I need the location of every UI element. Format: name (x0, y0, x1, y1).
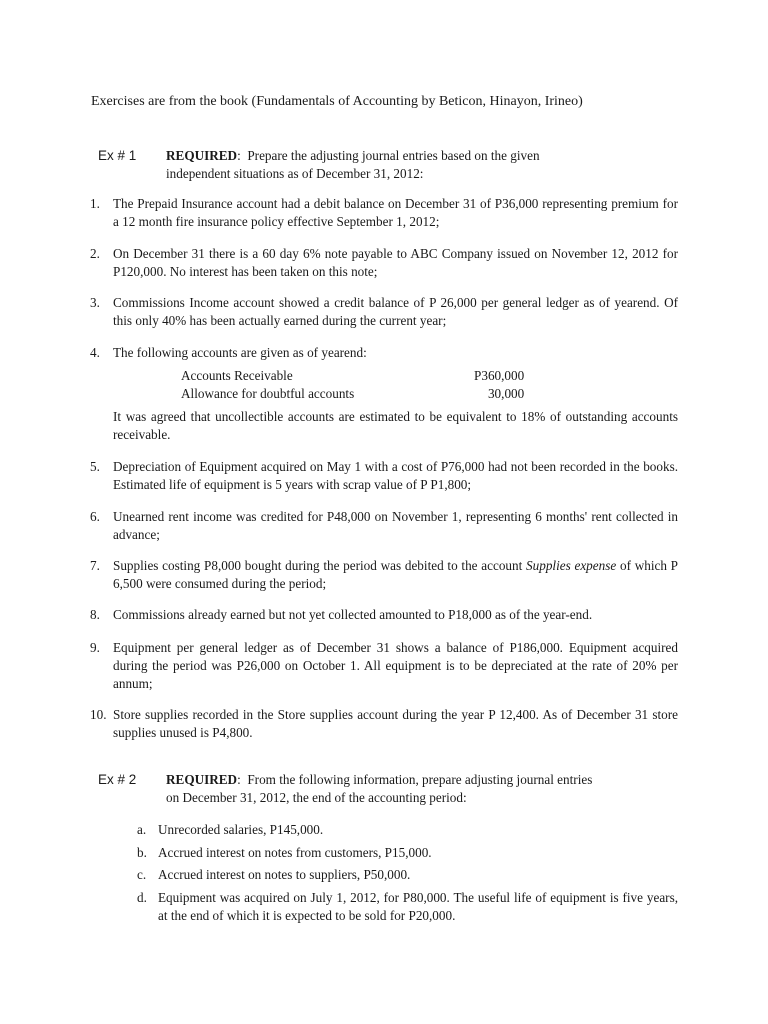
item-number: 8. (90, 607, 100, 622)
list-item (90, 458, 678, 494)
item-text: Depreciation of Equipment acquired on May 1 with a cost of P76,000 had not been recorded in the books. Estimated life of equipment is 5 years with scrap value of P P1,800; (113, 459, 678, 492)
item-text: Commissions already earned but not yet collected amounted to P18,000 as of the year-end. (113, 607, 593, 622)
item-text: The Prepaid Insurance account had a debit balance on December 31 of P36,000 representing premium for a 12 month fire insurance policy effective September 1, 2012; (113, 196, 678, 229)
list-item (90, 294, 678, 330)
list-item (90, 557, 678, 593)
list-item (90, 706, 678, 742)
exercise-1-label: Ex # 1 (98, 148, 137, 163)
item-text: Accrued interest on notes to suppliers, P50,000. (158, 867, 411, 882)
list-item (90, 344, 678, 362)
item-letter: d. (137, 890, 147, 905)
item-number: 9. (90, 640, 100, 655)
list-item (90, 508, 678, 544)
item-text: Equipment per general ledger as of December 31 shows a balance of P186,000. Equipment acquired during the period was P26,000 on October 1. All equipment is to be depreciated at the rate of 20% per annum; (113, 640, 678, 691)
item-letter: b. (137, 845, 147, 860)
list-item (90, 639, 678, 693)
item-text-part: of which P 6,500 were consumed during the period; (113, 558, 679, 591)
item-text: Unrecorded salaries, P145,000. (158, 822, 324, 837)
item-text-part: Supplies costing P8,000 bought during the period was debited to the account (113, 558, 523, 573)
table-row (181, 367, 524, 385)
item-number: 10. (90, 707, 107, 722)
required-text: Prepare the adjusting journal entries based on the given independent situations as of December 31, 2012: (166, 148, 540, 181)
list-item (137, 821, 678, 839)
exercise-2-label: Ex # 2 (98, 772, 137, 787)
item-text-italic: Supplies expense (526, 558, 617, 573)
list-item (137, 866, 678, 884)
required-text: From the following information, prepare adjusting journal entries on December 31, 2012, the end of the accounting period: (166, 772, 593, 805)
item-number: 2. (90, 246, 100, 261)
item-number: 4. (90, 345, 100, 360)
item-number: 6. (90, 509, 100, 524)
item-letter: c. (137, 867, 147, 882)
account-name: Allowance for doubtful accounts (181, 386, 355, 401)
list-item (137, 844, 678, 862)
table-row (181, 385, 524, 403)
item-number: 5. (90, 459, 100, 474)
item-number: 3. (90, 295, 100, 310)
accounts-table (181, 367, 524, 403)
page-header: Exercises are from the book (Fundamentals of Accounting by Beticon, Hinayon, Irineo) (91, 94, 583, 109)
item-text (113, 557, 678, 593)
required-label: REQUIRED (166, 772, 238, 787)
account-name: Accounts Receivable (181, 368, 293, 383)
item-text: On December 31 there is a 60 day 6% note payable to ABC Company issued on November 12, 2012 for P120,000. No interest has been taken on this note; (113, 246, 678, 279)
item-letter: a. (137, 822, 147, 837)
item-text: Accrued interest on notes from customers, P15,000. (158, 845, 432, 860)
item-text: Unearned rent income was credited for P48,000 on November 1, representing 6 months' rent collected in advance; (113, 509, 678, 542)
account-amount: 30,000 (487, 386, 525, 401)
item-text: Equipment was acquired on July 1, 2012, for P80,000. The useful life of equipment is five years, at the end of which it is expected to be sold for P20,000. (158, 890, 678, 923)
account-amount: P360,000 (474, 368, 525, 383)
list-item (137, 889, 678, 925)
item-number: 7. (90, 558, 100, 573)
exercise-2-instructions: REQUIRED: From the following information, prepare adjusting journal entries on December 31, 2012, the end of the accounting period: (166, 772, 593, 805)
accounts-note: It was agreed that uncollectible accounts are estimated to be equivalent to 18% of outstanding accounts receivable. (113, 409, 678, 442)
list-item (90, 195, 678, 231)
list-item (90, 245, 678, 281)
item-text: Store supplies recorded in the Store supplies account during the year P 12,400. As of December 31 store supplies unused is P4,800. (113, 707, 678, 740)
required-label: REQUIRED (166, 148, 238, 163)
item-text: The following accounts are given as of yearend: (113, 345, 367, 360)
exercise-1-instructions: REQUIRED: Prepare the adjusting journal entries based on the given independent situations as of December 31, 2012: (166, 148, 540, 181)
item-number: 1. (90, 196, 100, 211)
item-text: Commissions Income account showed a credit balance of P 26,000 per general ledger as of yearend. Of this only 40% has been actually earned during the current year; (113, 295, 678, 328)
list-item (90, 606, 678, 624)
